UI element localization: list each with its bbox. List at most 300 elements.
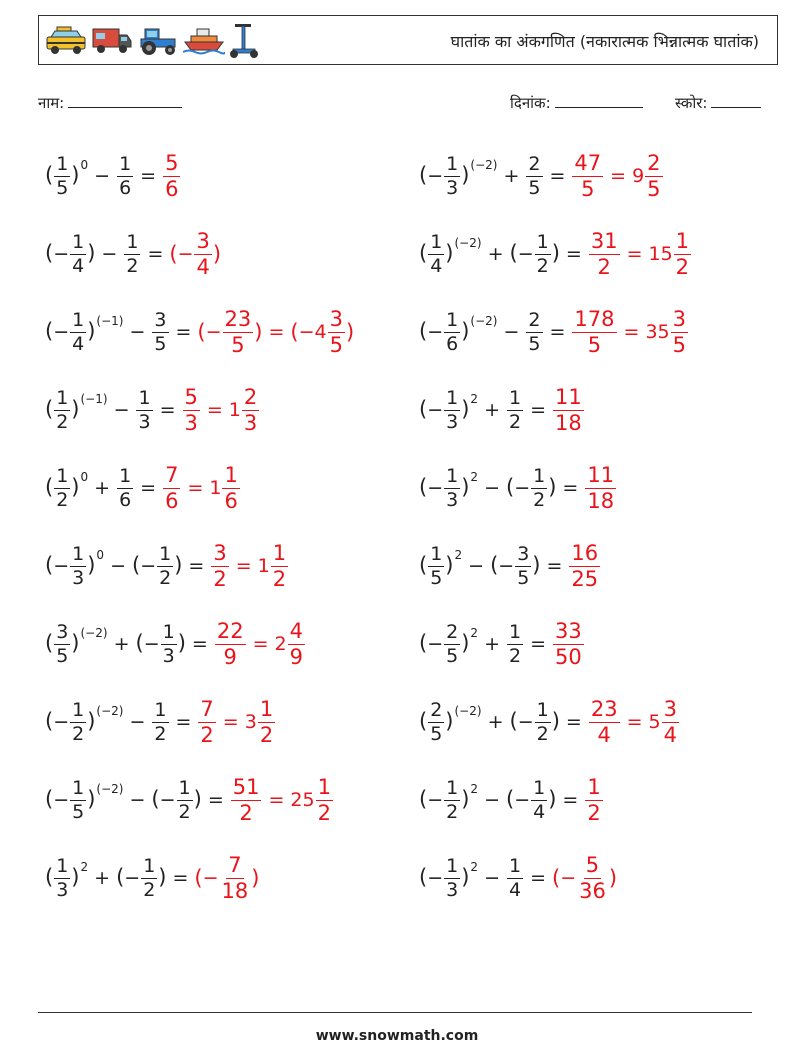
equals-sign: = [140,165,157,187]
minus-sign: − [129,788,146,811]
problem-item [45,842,259,914]
numerator: 1 [56,854,69,877]
fraction [288,618,305,669]
fraction [526,152,542,199]
denominator: 6 [224,488,238,513]
close-paren: ) [461,474,470,499]
numerator: 1 [508,386,522,409]
numerator: 1 [56,152,69,175]
fraction [526,308,542,355]
fraction [223,306,254,357]
name-blank [68,92,182,108]
denominator: 5 [154,332,167,355]
numerator: 1 [446,776,459,799]
plus-sign: + [484,398,500,421]
open-paren: ( [45,786,54,811]
numerator: 3 [196,228,210,253]
minus-sign: − [484,476,500,499]
open-paren: ( [45,708,54,733]
score-blank [711,92,761,108]
numerator: 2 [528,308,541,331]
footer-divider [38,1012,752,1013]
equals-sign: = [235,555,252,577]
fraction [585,774,602,825]
exponent: 2 [80,859,89,874]
fraction [515,542,531,589]
open-paren: ( [419,474,428,499]
equals-sign: = [565,711,582,733]
open-paren: ( [419,708,428,733]
problem-answer [568,540,601,591]
problem-answer [552,852,618,903]
exponent: 0 [80,157,89,172]
numerator: 2 [528,152,541,175]
denominator: 4 [72,332,85,355]
fraction [157,542,173,589]
close-paren: ) [461,162,470,187]
close-paren: ) [346,320,355,344]
negative-sign: − [177,243,194,265]
date-label: दिनांक: [510,94,551,112]
denominator: 4 [430,254,443,277]
open-paren: ( [45,474,54,499]
fraction [163,462,180,513]
negative-sign: − [124,866,141,889]
minus-sign: − [94,164,111,187]
denominator: 4 [663,722,677,747]
problem-answer [194,852,260,903]
open-paren: ( [290,320,299,344]
fraction [553,384,584,435]
negative-sign: − [427,632,444,655]
problem-question [419,464,557,511]
equals-sign: = [268,321,285,343]
denominator: 2 [508,644,522,667]
minus-sign: − [110,554,126,577]
denominator: 5 [587,332,602,357]
fraction [54,854,70,901]
problem-question [419,542,541,589]
fraction [569,540,600,591]
open-paren: ( [45,552,54,577]
denominator: 6 [165,488,179,513]
open-paren: ( [490,552,499,577]
denominator: 4 [196,254,210,279]
whole-number: 25 [290,789,315,811]
date-blank [555,92,643,108]
negative-sign: − [517,242,534,265]
numerator: 3 [213,540,227,565]
open-paren: ( [419,864,428,889]
numerator: 3 [663,696,677,721]
problem-answer [552,384,585,435]
close-paren: ) [212,242,222,266]
close-paren: ) [251,866,260,890]
problem-item [45,686,276,758]
equals-sign: = [530,867,546,889]
scooter-icon [229,22,259,60]
denominator: 25 [571,566,599,591]
problem-item [419,452,617,524]
numerator: 1 [72,308,85,331]
numerator: 4 [289,618,303,643]
denominator: 50 [555,644,582,669]
fraction [444,386,460,433]
problem-answer [584,462,617,513]
close-paren: ) [71,864,80,889]
denominator: 6 [165,176,179,201]
problem-question [45,620,186,667]
equals-sign: = [188,555,205,577]
fraction [428,542,444,589]
open-paren: ( [131,552,141,577]
exponent: (−1) [96,313,124,328]
date-field [510,92,643,113]
fraction [428,698,444,745]
denominator: 5 [72,800,85,823]
numerator: 1 [138,386,151,409]
numerator: 5 [165,150,179,175]
numerator: 3 [329,306,343,331]
close-paren: ) [532,552,541,577]
fraction [231,774,262,825]
numerator: 2 [446,620,459,643]
equals-sign: = [175,321,192,343]
open-paren: ( [45,630,54,655]
equals-sign: = [549,165,566,187]
denominator: 9 [289,644,303,669]
close-paren: ) [461,318,470,343]
fraction [117,152,133,199]
problem-answer [169,228,222,279]
numerator: 3 [154,308,167,331]
exponent: (−1) [80,391,108,406]
score-label: स्कोर: [675,94,708,112]
fraction [444,854,460,901]
fraction [444,308,460,355]
numerator: 1 [508,620,522,643]
close-paren: ) [87,552,96,577]
fraction [117,464,133,511]
denominator: 2 [508,410,522,433]
denominator: 5 [528,176,541,199]
negative-sign: − [53,320,70,343]
open-paren: ( [45,240,54,265]
fraction [535,230,551,277]
whole-number: 35 [645,321,670,343]
numerator: 1 [587,774,601,799]
fraction [198,696,215,747]
problem-item [419,296,689,368]
equals-sign: = [626,711,643,733]
fraction [70,698,86,745]
numerator: 1 [72,542,85,565]
open-paren: ( [509,240,518,265]
negative-sign: − [514,476,531,499]
close-paren: ) [71,162,80,187]
denominator: 3 [446,878,459,901]
fraction [444,620,460,667]
fraction [507,386,523,433]
open-paren: ( [419,396,428,421]
fraction [70,230,86,277]
denominator: 3 [184,410,198,435]
fraction [70,308,86,355]
negative-sign: − [143,632,160,655]
numerator: 2 [243,384,258,409]
denominator: 5 [231,332,245,357]
problem-answer [571,306,689,357]
open-paren: ( [169,242,178,266]
close-paren: ) [87,318,96,343]
denominator: 2 [446,800,459,823]
plus-sign: + [487,710,504,733]
numerator: 23 [224,306,252,331]
open-paren: ( [419,162,428,187]
denominator: 2 [178,800,191,823]
numerator: 1 [126,230,139,253]
denominator: 5 [56,176,69,199]
numerator: 1 [119,464,132,487]
numerator: 1 [162,620,175,643]
whole-number: 15 [648,243,673,265]
numerator: 1 [536,230,549,253]
equals-sign: = [549,321,566,343]
fraction [444,152,460,199]
numerator: 1 [272,540,287,565]
close-paren: ) [177,630,186,655]
equals-sign: = [207,789,224,811]
fraction [271,540,288,591]
numerator: 33 [555,618,582,643]
fraction [124,230,140,277]
equals-sign: = [268,789,285,811]
numerator: 7 [165,462,179,487]
close-paren: ) [71,474,80,499]
numerator: 1 [317,774,331,799]
exponent: 2 [470,781,479,796]
numerator: 1 [154,698,167,721]
close-paren: ) [71,630,80,655]
fraction [258,696,275,747]
footer-url: www.snowmath.com [315,1028,479,1044]
numerator: 1 [159,542,172,565]
fraction [54,464,70,511]
fraction [136,386,152,433]
close-paren: ) [461,396,470,421]
problem-question [419,152,544,199]
taxi-icon [45,25,87,57]
close-paren: ) [548,474,557,499]
denominator: 18 [221,878,249,903]
denominator: 2 [272,566,287,591]
open-paren: ( [45,162,54,187]
numerator: 1 [72,230,85,253]
fraction [572,150,603,201]
exponent: 2 [470,859,479,874]
problem-item [45,374,260,446]
problem-question [45,464,134,511]
fraction [671,306,688,357]
close-paren: ) [445,708,454,733]
negative-sign: − [498,554,515,577]
fraction [141,854,157,901]
open-paren: ( [419,552,428,577]
close-paren: ) [461,786,470,811]
negative-sign: − [298,321,315,343]
denominator: 3 [446,410,459,433]
problem-question [419,308,544,355]
numerator: 3 [517,542,530,565]
fraction [585,462,616,513]
negative-sign: − [517,710,534,733]
whole-number: 1 [228,399,241,421]
problem-answer [552,618,585,669]
exponent: (−2) [454,703,482,718]
fraction [444,776,460,823]
numerator: 1 [56,464,69,487]
denominator: 3 [138,410,151,433]
denominator: 6 [119,176,132,199]
denominator: 18 [555,410,582,435]
numerator: 1 [119,152,132,175]
problem-question [419,230,560,277]
plus-sign: + [113,632,130,655]
fraction [589,228,620,279]
negative-sign: − [427,476,444,499]
problem-question [419,620,524,667]
fraction [54,386,70,433]
fraction [553,618,584,669]
problem-item [45,608,306,680]
open-paren: ( [505,474,515,499]
numerator: 1 [259,696,274,721]
denominator: 2 [56,410,69,433]
problem-question [45,698,170,745]
numerator: 2 [647,150,661,175]
problem-item [45,530,289,602]
denominator: 3 [162,644,175,667]
open-paren: ( [419,318,428,343]
numerator: 1 [430,230,443,253]
denominator: 4 [72,254,85,277]
problem-question [45,386,154,433]
numerator: 11 [555,384,582,409]
numerator: 1 [446,308,459,331]
exponent: 2 [470,469,479,484]
denominator: 2 [587,800,601,825]
negative-sign: − [53,554,70,577]
plus-sign: + [94,476,111,499]
close-paren: ) [193,786,202,811]
numerator: 7 [200,696,214,721]
exponent: (−2) [454,235,482,250]
denominator: 5 [56,644,69,667]
exponent: (−2) [96,703,124,718]
fraction [194,228,211,279]
negative-sign: − [140,554,157,577]
numerator: 1 [446,386,459,409]
equals-sign: = [175,711,192,733]
plus-sign: + [484,632,500,655]
problem-item [419,842,617,914]
equals-sign: = [565,243,582,265]
fraction [220,852,251,903]
numerator: 1 [72,698,85,721]
equals-sign: = [562,789,579,811]
numerator: 51 [232,774,260,799]
problem-answer [210,540,289,591]
equals-sign: = [159,399,176,421]
equals-sign: = [610,165,627,187]
worksheet-title: घातांक का अंकगणित (नकारात्मक भिन्नात्मक घातांक) [450,32,759,51]
numerator: 16 [571,540,599,565]
negative-sign: − [53,710,70,733]
minus-sign: − [468,554,485,577]
denominator: 2 [533,488,546,511]
equals-sign: = [562,477,579,499]
exponent: (−2) [80,625,108,640]
negative-sign: − [53,242,70,265]
close-paren: ) [548,786,557,811]
open-paren: ( [509,708,518,733]
open-paren: ( [45,864,54,889]
problem-item [419,140,664,212]
denominator: 5 [581,176,595,201]
fraction [211,540,228,591]
equals-sign: = [546,555,563,577]
problem-question [45,308,170,355]
equals-sign: = [530,399,546,421]
problem-question [419,386,524,433]
minus-sign: − [113,398,130,421]
denominator: 2 [126,254,139,277]
exponent: (−2) [470,313,498,328]
equals-sign: = [172,867,189,889]
equals-sign: = [626,243,643,265]
denominator: 3 [72,566,85,589]
numerator: 3 [672,306,686,331]
problem-question [45,776,202,823]
camper-van-icon [91,25,133,57]
problem-item [45,296,354,368]
negative-sign: − [427,320,444,343]
problem-item [419,374,585,446]
exponent: (−2) [470,157,498,172]
open-paren: ( [505,786,515,811]
denominator: 6 [446,332,459,355]
close-paren: ) [87,240,96,265]
problem-answer [214,618,306,669]
problem-answer [571,150,663,201]
numerator: 22 [216,618,244,643]
denominator: 5 [647,176,661,201]
fraction [152,308,168,355]
open-paren: ( [151,786,160,811]
denominator: 18 [587,488,615,513]
numerator: 1 [446,854,459,877]
fraction [152,698,168,745]
denominator: 5 [430,566,443,589]
close-paren: ) [158,864,167,889]
numerator: 2 [430,698,443,721]
problem-answer [588,228,692,279]
fraction [54,152,70,199]
numerator: 1 [178,776,191,799]
minus-sign: − [484,866,500,889]
minus-sign: − [503,320,520,343]
close-paren: ) [87,708,96,733]
